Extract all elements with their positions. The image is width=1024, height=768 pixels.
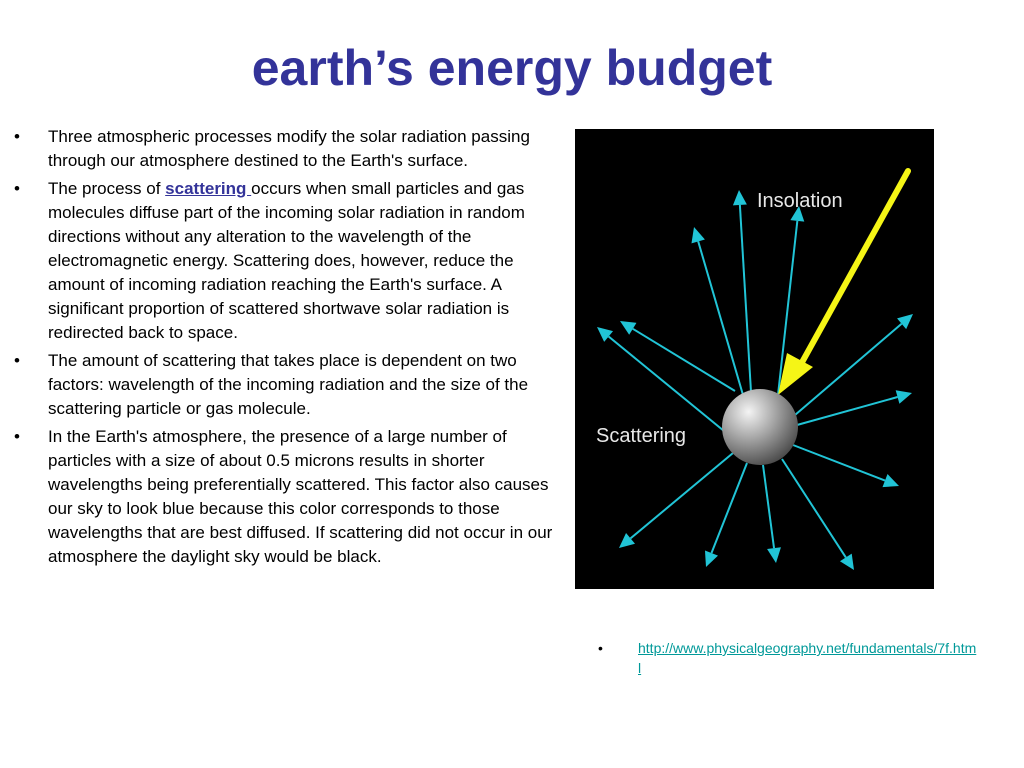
bullet-text: Three atmospheric processes modify the solar radiation passing through our atmosphere destined to the Earth's surface. [48,127,530,170]
bullet-text: In the Earth's atmosphere, the presence of a large number of particles with a size of about 0.5 microns results in shorter wavelengths being preferentially scattered. This factor also causes our sky to look blue because this color corresponds to those wavelengths that are best diffused. If scattering did not occur in our atmosphere the daylight sky would be black. [48,427,553,566]
bullet-text [48,179,525,342]
bullet-text: The amount of scattering that takes place is dependent on two factors: wavelength of the incoming radiation and the size of the scattering particle or gas molecule. [48,351,529,418]
bullet-item [14,425,554,569]
bullet-dot: • [14,351,20,370]
bullet-item [14,125,554,173]
particle-sphere [722,389,798,465]
bullet-dot: • [14,127,20,146]
source-list [598,638,978,678]
slide-title: earth’s energy budget [251,40,773,96]
bullet-dot: • [14,179,20,198]
scattering-link[interactable]: scattering [165,179,252,198]
diagram-background [575,129,934,589]
source-item [598,638,978,678]
bullet-text-pre: The process of [48,179,166,198]
bullet-dot: • [14,427,20,446]
scattering-label: Scattering [596,425,687,447]
bullet-item [14,349,554,421]
bullet-list [14,125,554,573]
scattering-diagram-svg [575,129,934,589]
bullet-dot: • [598,640,603,656]
bullet-item [14,177,554,345]
insolation-label: Insolation [757,190,843,212]
bullet-text-post: occurs when small particles and gas molecules diffuse part of the incoming solar radiation in random directions without any alteration to the wavelength of the electromagnetic energy. Scattering does, however, reduce the amount of incoming radiation reaching the Earth's surface. A significant proportion of scattered shortwave solar radiation is redirected back to space. [48,179,525,342]
source-link[interactable]: http://www.physicalgeography.net/fundamentals/7f.html [638,640,977,676]
scattering-diagram [575,129,934,589]
